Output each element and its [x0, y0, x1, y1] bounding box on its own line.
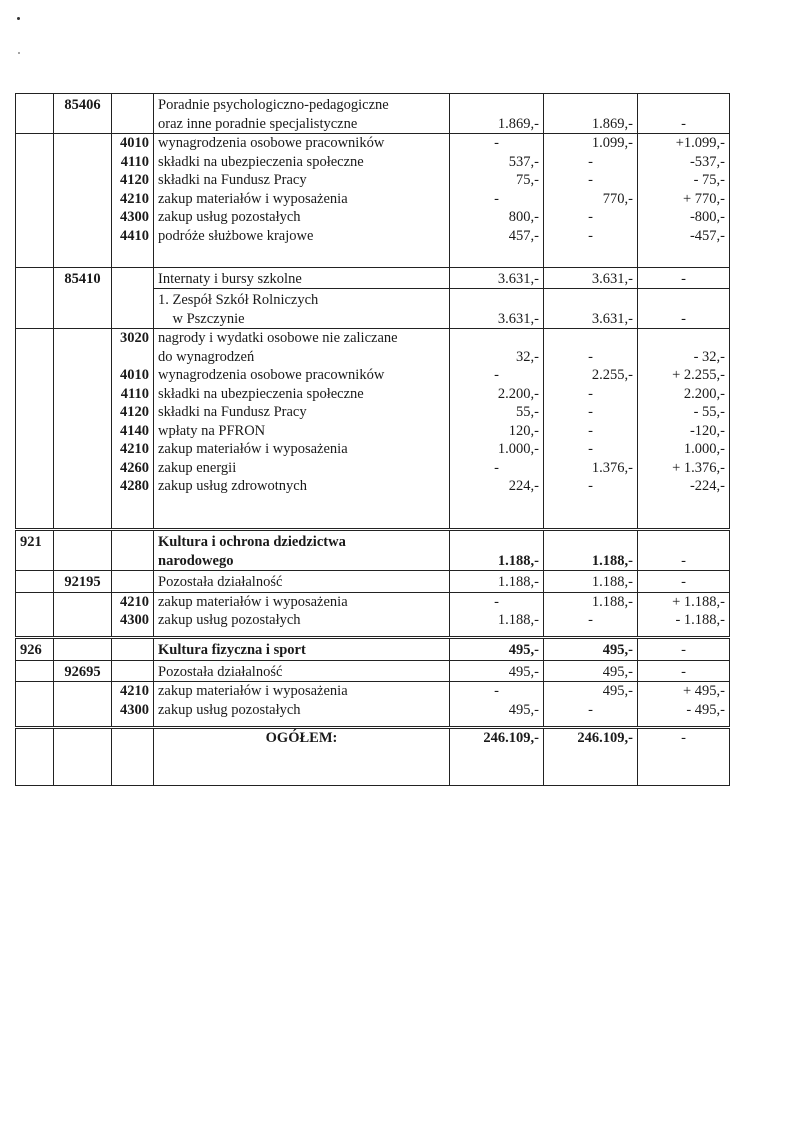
- unit-row: [16, 289, 730, 329]
- dzial-cell: [16, 403, 54, 422]
- paragraf-cell: 4260: [112, 459, 154, 478]
- scan-speck: [17, 17, 20, 20]
- rozdzial-cell: [54, 530, 112, 571]
- total-after: 246.109,-: [544, 727, 638, 785]
- empty-cell: [544, 630, 638, 638]
- line-item-row: [16, 385, 730, 404]
- rozdzial-cell: [54, 134, 112, 153]
- dzial-cell: [16, 329, 54, 367]
- paragraf-cell: [112, 571, 154, 593]
- empty-cell: [112, 630, 154, 638]
- rozdzial_sub-row: [16, 94, 730, 134]
- name-cell: zakup usług pozostałych: [154, 208, 450, 227]
- text-line: nagrody i wydatki osobowe nie zaliczane: [158, 330, 398, 346]
- rozdzial-cell: [54, 153, 112, 172]
- empty-cell: [16, 719, 54, 727]
- paragraf-cell: 4010: [112, 134, 154, 153]
- budget-table: [15, 93, 730, 786]
- name-cell: zakup usług zdrowotnych: [154, 477, 450, 496]
- rozdzial-cell: [54, 440, 112, 459]
- paragraf-cell: [112, 267, 154, 289]
- paragraf-cell: 4410: [112, 227, 154, 246]
- dzial-cell: [16, 134, 54, 153]
- line-item-row: [16, 190, 730, 209]
- rozdzial-cell: [54, 682, 112, 701]
- amount-after-cell: -: [544, 329, 638, 367]
- amount-after-cell: -: [544, 153, 638, 172]
- amount-before-cell: 2.200,-: [450, 385, 544, 404]
- name-cell: składki na ubezpieczenia społeczne: [154, 385, 450, 404]
- rozdzial-cell: 85406: [54, 94, 112, 134]
- dzial-cell: [16, 227, 54, 246]
- amount-after-cell: 495,-: [544, 660, 638, 682]
- paragraf-cell: 4210: [112, 592, 154, 611]
- amount-before-cell: 1.188,-: [450, 611, 544, 630]
- rozdzial-cell: [54, 459, 112, 478]
- difference-cell: - 75,-: [638, 171, 730, 190]
- amount-before-cell: -: [450, 190, 544, 209]
- amount-before-cell: 120,-: [450, 422, 544, 441]
- name-cell: zakup usług pozostałych: [154, 701, 450, 720]
- difference-cell: 2.200,-: [638, 385, 730, 404]
- empty-cell: [544, 496, 638, 530]
- amount-after-cell: 1.869,-: [544, 94, 638, 134]
- dzial-cell: [16, 267, 54, 289]
- paragraf-cell: 4210: [112, 440, 154, 459]
- dzial-cell: 921: [16, 530, 54, 571]
- rozdzial-cell: 92695: [54, 660, 112, 682]
- name-cell: Pozostała działalność: [154, 571, 450, 593]
- amount-after-cell: 3.631,-: [544, 267, 638, 289]
- empty-cell: [450, 245, 544, 267]
- paragraf-cell: 4210: [112, 682, 154, 701]
- name-cell: wynagrodzenia osobowe pracowników: [154, 134, 450, 153]
- difference-cell: -: [638, 94, 730, 134]
- rozdzial-cell: [54, 171, 112, 190]
- line-item-row: [16, 459, 730, 478]
- line-item-row: [16, 701, 730, 720]
- paragraf-cell: [112, 660, 154, 682]
- empty-cell: [54, 727, 112, 785]
- line-item-row: [16, 134, 730, 153]
- paragraf-cell: [112, 289, 154, 329]
- rozdzial-cell: [54, 701, 112, 720]
- amount-before-cell: 1.188,-: [450, 530, 544, 571]
- amount-after-cell: 1.188,-: [544, 592, 638, 611]
- empty-cell: [54, 496, 112, 530]
- rozdzial-cell: [54, 208, 112, 227]
- empty-cell: [154, 496, 450, 530]
- rozdzial-cell: 92195: [54, 571, 112, 593]
- amount-after-cell: -: [544, 385, 638, 404]
- amount-before-cell: 800,-: [450, 208, 544, 227]
- difference-cell: - 32,-: [638, 329, 730, 367]
- dzial-cell: [16, 153, 54, 172]
- paragraf-cell: 4110: [112, 153, 154, 172]
- empty-cell: [112, 727, 154, 785]
- empty-cell: [16, 245, 54, 267]
- line-item-row: [16, 477, 730, 496]
- amount-before-cell: 32,-: [450, 329, 544, 367]
- rozdzial-cell: [54, 366, 112, 385]
- amount-before-cell: -: [450, 459, 544, 478]
- difference-cell: -: [638, 660, 730, 682]
- rozdzial-cell: [54, 611, 112, 630]
- paragraf-cell: [112, 94, 154, 134]
- name-cell: zakup materiałów i wyposażenia: [154, 440, 450, 459]
- name-cell: zakup materiałów i wyposażenia: [154, 682, 450, 701]
- empty-cell: [154, 630, 450, 638]
- line-item-row: [16, 422, 730, 441]
- amount-after-cell: -: [544, 477, 638, 496]
- amount-before-cell: 75,-: [450, 171, 544, 190]
- dzial-cell: [16, 701, 54, 720]
- name-cell: podróże służbowe krajowe: [154, 227, 450, 246]
- empty-cell: [54, 245, 112, 267]
- empty-cell: [112, 496, 154, 530]
- dzial-cell: [16, 571, 54, 593]
- paragraf-cell: 4210: [112, 190, 154, 209]
- rozdzial-cell: [54, 638, 112, 661]
- dzial-cell: [16, 171, 54, 190]
- amount-before-cell: 537,-: [450, 153, 544, 172]
- dzial-row: [16, 638, 730, 661]
- dzial-cell: [16, 366, 54, 385]
- amount-after-cell: -: [544, 208, 638, 227]
- difference-cell: + 770,-: [638, 190, 730, 209]
- difference-cell: -: [638, 267, 730, 289]
- spacer-row: [16, 719, 730, 727]
- amount-before-cell: 495,-: [450, 660, 544, 682]
- amount-before-cell: 1.188,-: [450, 571, 544, 593]
- name-cell: zakup materiałów i wyposażenia: [154, 190, 450, 209]
- spacer-row: [16, 496, 730, 530]
- text-line: 1. Zespół Szkół Rolniczych: [158, 292, 319, 308]
- name-cell: składki na ubezpieczenia społeczne: [154, 153, 450, 172]
- scan-speck: [18, 52, 20, 54]
- amount-after-cell: -: [544, 611, 638, 630]
- name-cell: Kultura fizyczna i sport: [154, 638, 450, 661]
- amount-before-cell: 457,-: [450, 227, 544, 246]
- difference-cell: -120,-: [638, 422, 730, 441]
- dzial-cell: [16, 190, 54, 209]
- paragraf-cell: 4300: [112, 611, 154, 630]
- name-cell: [154, 329, 450, 367]
- name-cell: [154, 530, 450, 571]
- amount-before-cell: 224,-: [450, 477, 544, 496]
- dzial-cell: [16, 459, 54, 478]
- empty-cell: [450, 630, 544, 638]
- paragraf-cell: 4010: [112, 366, 154, 385]
- dzial-cell: [16, 477, 54, 496]
- amount-before-cell: 55,-: [450, 403, 544, 422]
- text-line: w Pszczynie: [158, 310, 245, 327]
- dzial-cell: [16, 611, 54, 630]
- rozdzial-cell: [54, 227, 112, 246]
- paragraf-cell: 4300: [112, 208, 154, 227]
- dzial-cell: [16, 385, 54, 404]
- rozdzial-cell: [54, 289, 112, 329]
- amount-before-cell: -: [450, 366, 544, 385]
- empty-cell: [54, 630, 112, 638]
- amount-after-cell: 1.188,-: [544, 530, 638, 571]
- dzial-cell: [16, 422, 54, 441]
- line-item-row: [16, 611, 730, 630]
- paragraf-cell: [112, 530, 154, 571]
- empty-cell: [638, 245, 730, 267]
- amount-before-cell: -: [450, 682, 544, 701]
- rozdzial-cell: [54, 190, 112, 209]
- amount-after-cell: -: [544, 422, 638, 441]
- amount-before-cell: 3.631,-: [450, 267, 544, 289]
- name-cell: wpłaty na PFRON: [154, 422, 450, 441]
- dzial-cell: [16, 289, 54, 329]
- total-row: [16, 727, 730, 785]
- name-cell: składki na Fundusz Pracy: [154, 403, 450, 422]
- difference-cell: -: [638, 571, 730, 593]
- name-cell: Pozostała działalność: [154, 660, 450, 682]
- rozdzial-cell: [54, 403, 112, 422]
- difference-cell: + 2.255,-: [638, 366, 730, 385]
- empty-cell: [638, 496, 730, 530]
- difference-cell: + 1.188,-: [638, 592, 730, 611]
- text-line: Poradnie psychologiczno-pedagogiczne: [158, 97, 389, 113]
- paragraf-cell: 3020: [112, 329, 154, 367]
- amount-before-cell: 495,-: [450, 638, 544, 661]
- amount-after-cell: -: [544, 440, 638, 459]
- line-item-row: [16, 329, 730, 367]
- difference-cell: - 495,-: [638, 701, 730, 720]
- paragraf-cell: 4140: [112, 422, 154, 441]
- amount-after-cell: 495,-: [544, 682, 638, 701]
- amount-before-cell: -: [450, 592, 544, 611]
- rozdzial-cell: [54, 592, 112, 611]
- amount-after-cell: 1.188,-: [544, 571, 638, 593]
- difference-cell: 1.000,-: [638, 440, 730, 459]
- name-cell: zakup energii: [154, 459, 450, 478]
- difference-cell: -224,-: [638, 477, 730, 496]
- rozdzial-cell: [54, 329, 112, 367]
- empty-cell: [16, 727, 54, 785]
- text-line: oraz inne poradnie specjalistyczne: [158, 115, 358, 132]
- line-item-row: [16, 592, 730, 611]
- empty-cell: [450, 719, 544, 727]
- paragraf-cell: 4120: [112, 403, 154, 422]
- line-item-row: [16, 208, 730, 227]
- paragraf-cell: 4300: [112, 701, 154, 720]
- amount-before-cell: 1.869,-: [450, 94, 544, 134]
- amount-before-cell: -: [450, 134, 544, 153]
- line-item-row: [16, 403, 730, 422]
- dzial-cell: [16, 660, 54, 682]
- line-item-row: [16, 227, 730, 246]
- amount-after-cell: 2.255,-: [544, 366, 638, 385]
- empty-cell: [112, 719, 154, 727]
- amount-after-cell: -: [544, 701, 638, 720]
- name-cell: zakup materiałów i wyposażenia: [154, 592, 450, 611]
- total-difference: -: [638, 727, 730, 785]
- amount-after-cell: 1.099,-: [544, 134, 638, 153]
- rozdzial-cell: [54, 477, 112, 496]
- empty-cell: [54, 719, 112, 727]
- empty-cell: [544, 245, 638, 267]
- difference-cell: -: [638, 638, 730, 661]
- amount-before-cell: 495,-: [450, 701, 544, 720]
- dzial-cell: [16, 592, 54, 611]
- name-cell: wynagrodzenia osobowe pracowników: [154, 366, 450, 385]
- total-before: 246.109,-: [450, 727, 544, 785]
- name-cell: składki na Fundusz Pracy: [154, 171, 450, 190]
- empty-cell: [16, 496, 54, 530]
- difference-cell: -537,-: [638, 153, 730, 172]
- dzial-cell: [16, 440, 54, 459]
- difference-cell: +1.099,-: [638, 134, 730, 153]
- spacer-row: [16, 630, 730, 638]
- rozdzial-row: [16, 571, 730, 593]
- line-item-row: [16, 682, 730, 701]
- empty-cell: [544, 719, 638, 727]
- difference-cell: -: [638, 289, 730, 329]
- paragraf-cell: [112, 638, 154, 661]
- paragraf-cell: 4120: [112, 171, 154, 190]
- difference-cell: + 1.376,-: [638, 459, 730, 478]
- rozdzial-row: [16, 267, 730, 289]
- amount-after-cell: -: [544, 403, 638, 422]
- text-line: narodowego: [158, 552, 234, 569]
- dzial-cell: [16, 682, 54, 701]
- empty-cell: [154, 245, 450, 267]
- empty-cell: [112, 245, 154, 267]
- line-item-row: [16, 440, 730, 459]
- spacer-row: [16, 245, 730, 267]
- empty-cell: [450, 496, 544, 530]
- paragraf-cell: 4110: [112, 385, 154, 404]
- rozdzial-cell: [54, 385, 112, 404]
- amount-after-cell: -: [544, 227, 638, 246]
- amount-after-cell: -: [544, 171, 638, 190]
- difference-cell: -: [638, 530, 730, 571]
- name-cell: [154, 94, 450, 134]
- empty-cell: [16, 630, 54, 638]
- name-cell: [154, 289, 450, 329]
- amount-before-cell: 1.000,-: [450, 440, 544, 459]
- line-item-row: [16, 366, 730, 385]
- paragraf-cell: 4280: [112, 477, 154, 496]
- total-label: OGÓŁEM:: [154, 727, 450, 785]
- dzial-cell: [16, 94, 54, 134]
- rozdzial-row: [16, 660, 730, 682]
- empty-cell: [638, 719, 730, 727]
- amount-after-cell: 770,-: [544, 190, 638, 209]
- dzial-cell: [16, 208, 54, 227]
- amount-before-cell: 3.631,-: [450, 289, 544, 329]
- difference-cell: - 1.188,-: [638, 611, 730, 630]
- name-cell: zakup usług pozostałych: [154, 611, 450, 630]
- empty-cell: [154, 719, 450, 727]
- difference-cell: + 495,-: [638, 682, 730, 701]
- dzial-cell: 926: [16, 638, 54, 661]
- rozdzial-cell: 85410: [54, 267, 112, 289]
- dzial-row: [16, 530, 730, 571]
- line-item-row: [16, 171, 730, 190]
- text-line: Kultura i ochrona dziedzictwa: [158, 534, 346, 550]
- rozdzial-cell: [54, 422, 112, 441]
- empty-cell: [638, 630, 730, 638]
- name-cell: Internaty i bursy szkolne: [154, 267, 450, 289]
- difference-cell: - 55,-: [638, 403, 730, 422]
- amount-after-cell: 1.376,-: [544, 459, 638, 478]
- line-item-row: [16, 153, 730, 172]
- text-line: do wynagrodzeń: [158, 348, 255, 365]
- amount-after-cell: 495,-: [544, 638, 638, 661]
- difference-cell: -800,-: [638, 208, 730, 227]
- amount-after-cell: 3.631,-: [544, 289, 638, 329]
- difference-cell: -457,-: [638, 227, 730, 246]
